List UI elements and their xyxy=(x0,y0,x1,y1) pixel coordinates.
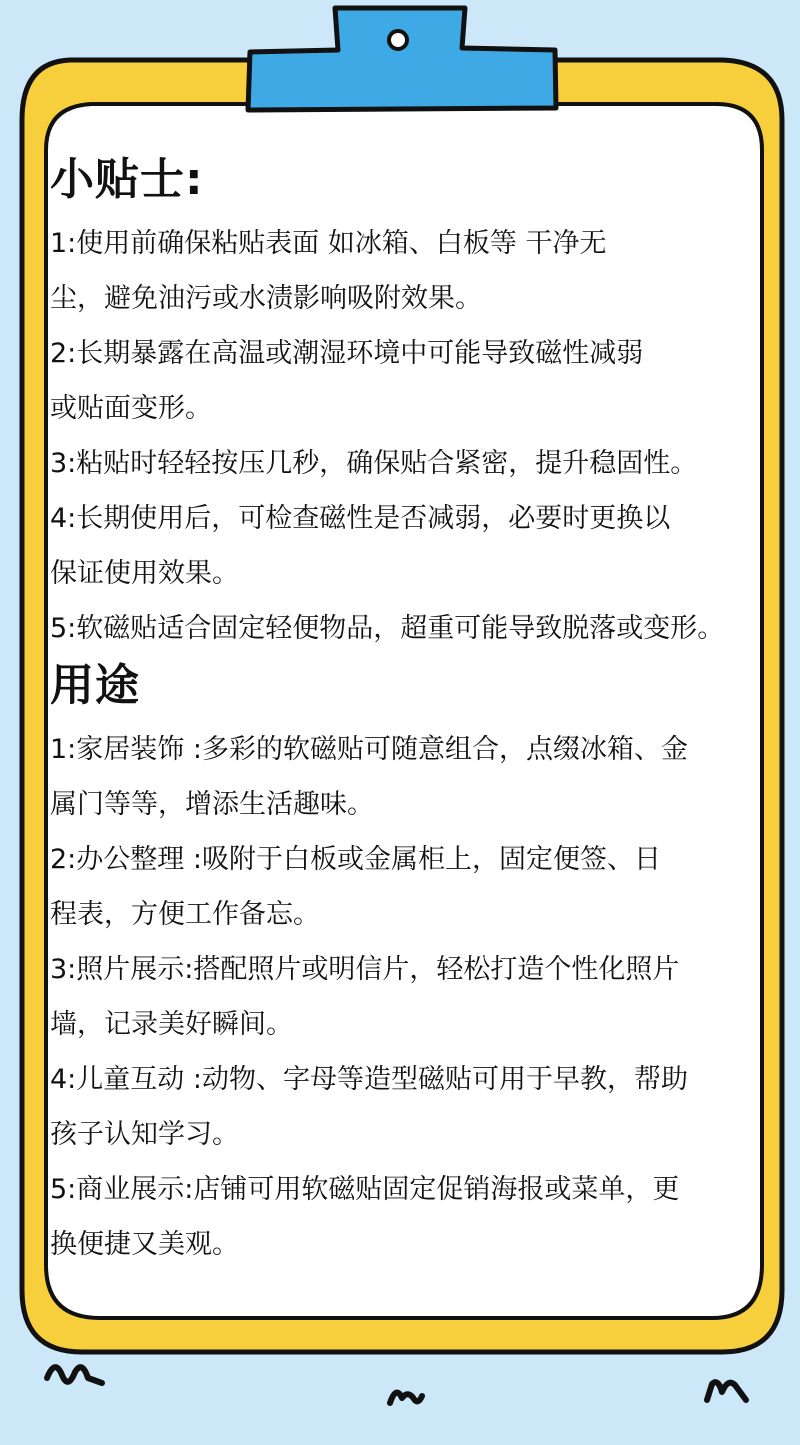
use-item-line: 3:照片展示:搭配照片或明信片，轻松打造个性化照片 xyxy=(50,954,680,985)
clipboard-content xyxy=(50,150,770,1272)
tip-item-line: 4:长期使用后，可检查磁性是否减弱，必要时更换以 xyxy=(50,503,671,534)
uses-list xyxy=(50,722,770,1272)
uses-heading: 用途 xyxy=(50,660,140,711)
tips-heading: 小贴士: xyxy=(50,154,204,205)
use-item-line: 孩子认知学习。 xyxy=(50,1119,239,1150)
tip-item-line: 1:使用前确保粘贴表面 如冰箱、白板等 干净无 xyxy=(50,228,607,259)
use-item-4 xyxy=(50,1052,770,1162)
use-item-line: 墙，记录美好瞬间。 xyxy=(50,1009,293,1040)
use-item-line: 4:儿童互动 :动物、字母等造型磁贴可用于早教，帮助 xyxy=(50,1064,688,1095)
use-item-2 xyxy=(50,832,770,942)
tip-item-3 xyxy=(50,436,770,491)
tip-item-5 xyxy=(50,601,770,656)
tips-list xyxy=(50,216,770,656)
use-item-1 xyxy=(50,722,770,832)
clip-icon xyxy=(248,8,556,110)
use-item-line: 5:商业展示:店铺可用软磁贴固定促销海报或菜单，更 xyxy=(50,1174,680,1205)
use-item-line: 2:办公整理 :吸附于白板或金属柜上，固定便签、日 xyxy=(50,844,661,875)
tip-item-line: 2:长期暴露在高温或潮湿环境中可能导致磁性减弱 xyxy=(50,338,644,369)
tip-item-line: 保证使用效果。 xyxy=(50,558,239,589)
tip-item-2 xyxy=(50,326,770,436)
use-item-5 xyxy=(50,1162,770,1272)
tip-item-line: 3:粘贴时轻轻按压几秒，确保贴合紧密，提升稳固性。 xyxy=(50,448,698,479)
use-item-line: 换便捷又美观。 xyxy=(50,1229,239,1260)
use-item-line: 程表，方便工作备忘。 xyxy=(50,899,320,930)
tip-item-line: 或贴面变形。 xyxy=(50,393,212,424)
tip-item-1 xyxy=(50,216,770,326)
use-item-line: 1:家居装饰 :多彩的软磁贴可随意组合，点缀冰箱、金 xyxy=(50,734,688,765)
tip-item-line: 尘，避免油污或水渍影响吸附效果。 xyxy=(50,283,482,314)
use-item-3 xyxy=(50,942,770,1052)
tip-item-line: 5:软磁贴适合固定轻便物品，超重可能导致脱落或变形。 xyxy=(50,613,725,644)
tip-item-4 xyxy=(50,491,770,601)
squiggle-doodles xyxy=(47,1367,746,1403)
use-item-line: 属门等等，增添生活趣味。 xyxy=(50,789,374,820)
